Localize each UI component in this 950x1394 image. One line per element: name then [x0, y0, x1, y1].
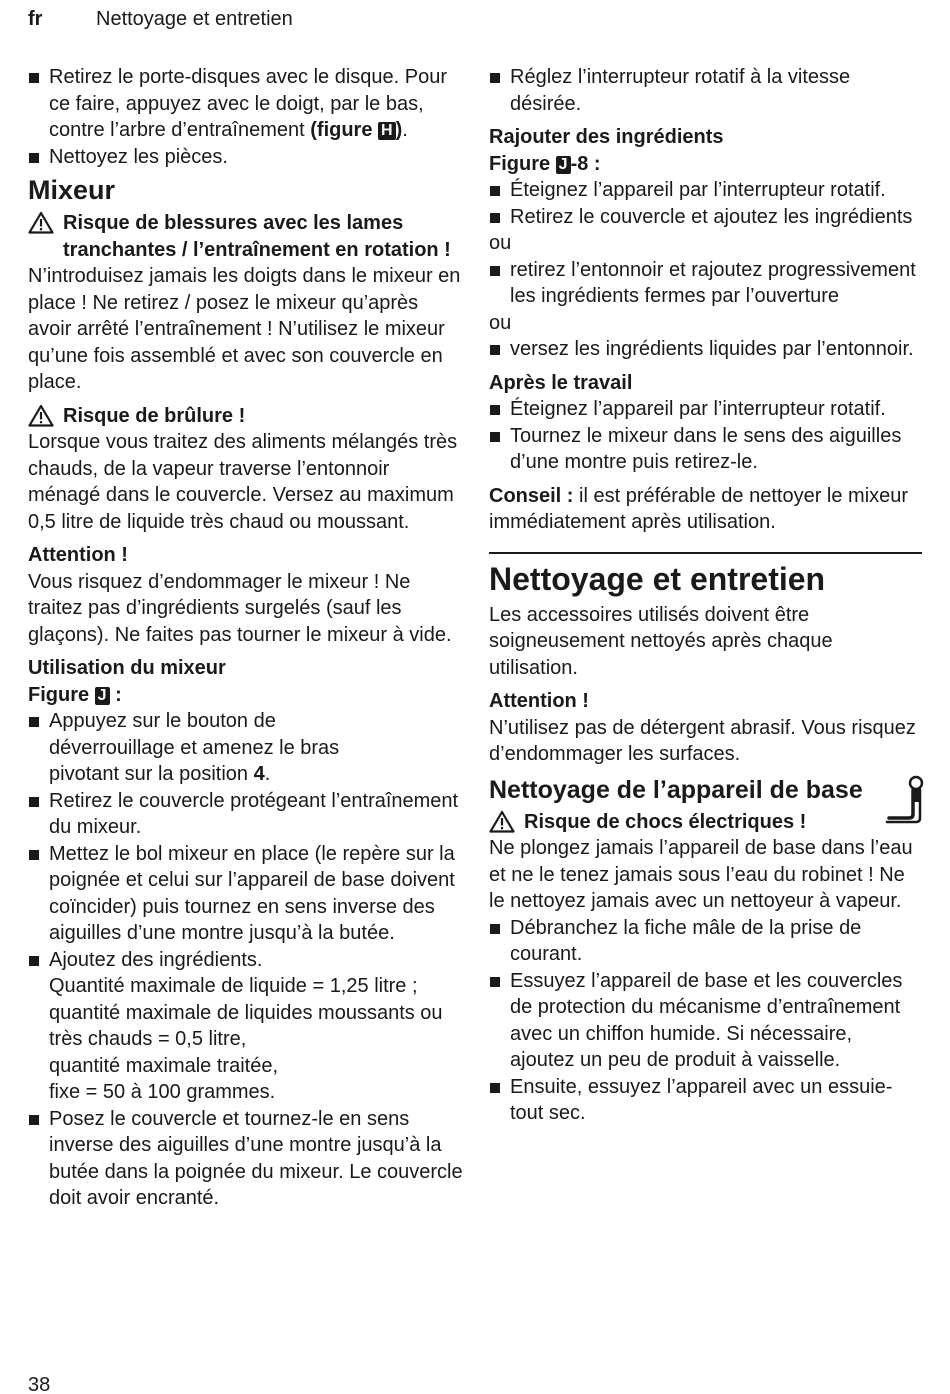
warning-triangle-icon: [489, 810, 515, 833]
list-item: versez les ingrédients liquides par l’entonnoir.: [489, 336, 922, 363]
list-item: Débranchez la fiche mâle de la prise de courant.: [489, 915, 922, 968]
list-item: Retirez le couvercle protégeant l’entraînement du mixeur.: [28, 788, 464, 841]
header-section-title: Nettoyage et entretien: [96, 8, 293, 30]
list-item: Appuyez sur le bouton de déverrouillage et amenez le bras pivotant sur la position 4.: [28, 708, 464, 788]
warning-heading: Risque de chocs électriques !: [489, 809, 922, 836]
warning-text: Ne plongez jamais l’appareil de base dans l’eau et ne le tenez jamais sous l’eau du robinet ! Ne le nettoyez jamais avec un nettoyeur à vapeur.: [489, 837, 913, 912]
warning-heading: Risque de brûlure !: [28, 403, 464, 430]
warning-text: Lorsque vous traitez des aliments mélangés très chauds, de la vapeur traverse l’entonnoir ménagé dans le couvercle. Versez au maximum 0,5 litre de liquide très chaud ou moussant.: [28, 431, 458, 533]
figure-reference: Figure J :: [28, 683, 122, 706]
list-item: Éteignez l’appareil par l’interrupteur rotatif.: [489, 396, 922, 423]
left-column: [28, 64, 464, 1212]
quantity-line: quantité maximale traitée,: [49, 1054, 279, 1077]
tip-paragraph: Conseil : il est préférable de nettoyer le mixeur immédiatement après utilisation.: [489, 484, 909, 533]
attention-label: Attention !: [28, 544, 128, 566]
figure-badge: H: [378, 122, 396, 140]
warning-heading: Risque de blessures avec les lames tranchantes / l’entraînement en rotation !: [28, 210, 464, 263]
warning-triangle-icon: [28, 211, 54, 234]
list-item: Ajoutez des ingrédients.: [28, 947, 464, 974]
quantity-line: Quantité maximale de liquide = 1,25 litre ;: [49, 975, 418, 997]
attention-text: Vous risquez d’endommager le mixeur ! Ne traitez pas d’ingrédients surgelés (sauf les glaçons). Ne faites pas tourner le mixeur à vide.: [28, 570, 452, 646]
subheading-after-work: Après le travail: [489, 371, 633, 394]
list-item: retirez l’entonnoir et rajoutez progressivement les ingrédients fermes par l’ouverture: [489, 257, 922, 310]
figure-badge: J: [95, 687, 110, 705]
figure-badge: J: [556, 156, 571, 174]
list-item: Nettoyez les pièces.: [28, 144, 464, 171]
list-item: Essuyez l’appareil de base et les couvercles de protection du mécanisme d’entraînement avec un chiffon humide. Si nécessaire, ajoutez un peu de produit à vaisselle.: [489, 968, 922, 1074]
subsection-heading-base-unit: Nettoyage de l’appareil de base: [489, 775, 863, 804]
section-heading-mixeur: Mixeur: [28, 175, 116, 205]
list-item: Réglez l’interrupteur rotatif à la vitesse désirée.: [489, 64, 922, 117]
list-item: Retirez le couvercle et ajoutez les ingrédients: [489, 204, 922, 231]
page-number: 38: [28, 1374, 51, 1394]
list-item: Retirez le porte-disques avec le disque. Pour ce faire, appuyez avec le doigt, par le bas, contre l’arbre d’entraînement (figure H ).: [28, 64, 464, 144]
section-heading-cleaning: Nettoyage et entretien: [489, 560, 826, 597]
tip-label: Conseil :: [489, 484, 574, 507]
list-item: Éteignez l’appareil par l’interrupteur rotatif.: [489, 177, 922, 204]
page-header: [28, 6, 293, 33]
intro-text: Les accessoires utilisés doivent être soigneusement nettoyés après chaque utilisation.: [489, 603, 833, 679]
figure-reference: Figure J -8 :: [489, 152, 601, 175]
or-text: ou: [489, 232, 512, 254]
list-item: Ensuite, essuyez l’appareil avec un essuie-tout sec.: [489, 1074, 922, 1127]
warning-triangle-icon: [28, 404, 54, 427]
quantity-line: fixe = 50 à 100 grammes.: [49, 1081, 276, 1103]
warning-text: N’introduisez jamais les doigts dans le mixeur en place ! Ne retirez / posez le mixeur qu’après avoir arrêté l’entraînement ! N’utilisez le mixeur qu’une fois assemblé et avec son couvercle en place.: [28, 265, 461, 393]
right-column: [489, 64, 922, 1127]
subheading-add-ingredients: Rajouter des ingrédients: [489, 126, 724, 148]
quantity-line: quantité maximale de liquides moussants ou très chauds = 0,5 litre,: [49, 1001, 443, 1050]
language-code: fr: [28, 8, 43, 30]
list-item: Tournez le mixeur dans le sens des aiguilles d’une montre puis retirez-le.: [489, 423, 922, 476]
attention-label: Attention !: [489, 690, 589, 712]
list-item: Posez le couvercle et tournez-le en sens inverse des aiguilles d’une montre jusqu’à la butée dans la poignée du mixeur. Le couvercle doit avoir encranté.: [28, 1106, 464, 1212]
section-divider: [489, 552, 922, 554]
list-item: Mettez le bol mixeur en place (le repère sur la poignée et celui sur l’appareil de base doivent coïncider) puis tournez en sens inverse des aiguilles d’une montre jusqu’à la butée.: [28, 841, 464, 947]
subheading-usage: Utilisation du mixeur: [28, 657, 226, 679]
attention-text: N’utilisez pas de détergent abrasif. Vous risquez d’endommager les surfaces.: [489, 716, 916, 765]
or-text: ou: [489, 311, 512, 334]
